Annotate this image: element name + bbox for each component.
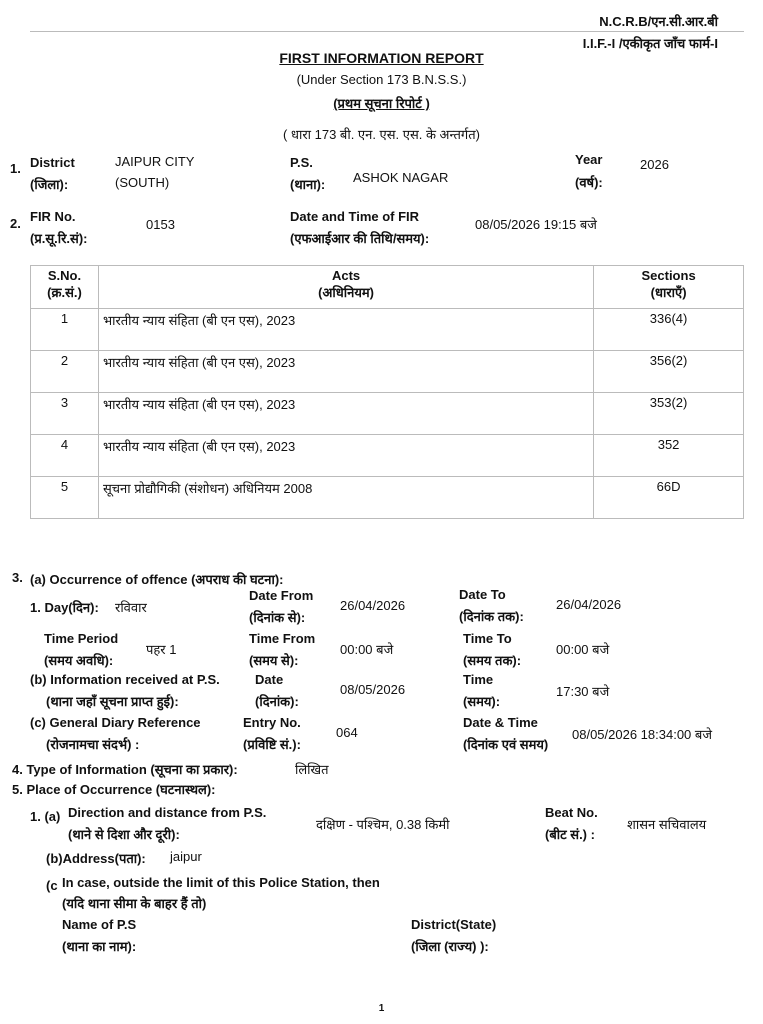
time-to-label-hindi: (समय तक): bbox=[463, 653, 522, 668]
row-sno: 5 bbox=[31, 477, 99, 519]
beat-no-label-hindi: (बीट सं.) : bbox=[545, 827, 595, 842]
time-from-label: Time From bbox=[249, 631, 316, 646]
gd-datetime-value: 08/05/2026 18:34:00 बजे bbox=[572, 727, 712, 742]
direction-distance-label: Direction and distance from P.S. bbox=[68, 805, 267, 820]
report-title-hindi: (प्रथम सूचना रिपोर्ट ) bbox=[333, 96, 430, 111]
ps-name-label-hindi: (थाना का नाम): bbox=[62, 939, 137, 954]
year-label-hindi: (वर्ष): bbox=[575, 175, 603, 190]
date-from-label: Date From bbox=[249, 588, 314, 603]
info-time-value: 17:30 बजे bbox=[556, 684, 610, 699]
gd-reference-label: (c) General Diary Reference bbox=[30, 715, 201, 730]
beat-no-value: शासन सचिवालय bbox=[627, 817, 707, 832]
time-from-label-hindi: (समय से): bbox=[249, 653, 299, 668]
district-label-hindi: (जिला): bbox=[30, 177, 69, 192]
acts-table-header bbox=[31, 266, 744, 309]
iif-label: I.I.F.-I /एकीकृत जाँच फार्म-I bbox=[582, 36, 718, 51]
entry-no-value: 064 bbox=[336, 725, 358, 740]
time-to-label: Time To bbox=[463, 631, 512, 646]
report-title: FIRST INFORMATION REPORT bbox=[279, 50, 484, 66]
section-1-number: 1. bbox=[10, 161, 21, 176]
day-value: रविवार bbox=[115, 600, 147, 615]
district-state-label: District(State) bbox=[411, 917, 497, 932]
gd-datetime-label-hindi: (दिनांक एवं समय) bbox=[463, 737, 549, 752]
ncrb-label: N.C.R.B/एन.सी.आर.बी bbox=[599, 14, 718, 29]
acts-table bbox=[30, 265, 744, 519]
ps-value: ASHOK NAGAR bbox=[353, 170, 449, 185]
info-date-label: Date bbox=[255, 672, 284, 687]
header-divider bbox=[30, 31, 744, 32]
table-row bbox=[31, 393, 744, 435]
table-row bbox=[31, 477, 744, 519]
row-section: 352 bbox=[594, 435, 744, 477]
table-row bbox=[31, 435, 744, 477]
fir-no-label: FIR No. bbox=[30, 209, 76, 224]
year-label: Year bbox=[575, 152, 603, 167]
year-value: 2026 bbox=[640, 157, 669, 172]
row-section: 356(2) bbox=[594, 351, 744, 393]
info-received-label: (b) Information received at P.S. bbox=[30, 672, 220, 687]
date-from-label-hindi: (दिनांक से): bbox=[249, 610, 306, 625]
gd-reference-label-hindi: (रोजनामचा संदर्भ) : bbox=[46, 737, 140, 752]
section-3-number: 3. bbox=[12, 570, 23, 585]
gd-datetime-label: Date & Time bbox=[463, 715, 538, 730]
info-time-label: Time bbox=[463, 672, 494, 687]
row-act: भारतीय न्याय संहिता (बी एन एस), 2023 bbox=[98, 435, 593, 477]
place-a-number: 1. (a) bbox=[30, 809, 61, 824]
time-to-value: 00:00 बजे bbox=[556, 642, 610, 657]
district-value-line2: (SOUTH) bbox=[115, 175, 170, 190]
row-act: सूचना प्रोद्यौगिकी (संशोधन) अधिनियम 2008 bbox=[98, 477, 593, 519]
acts-header: Acts (अधिनियम) bbox=[98, 266, 593, 309]
district-label: District bbox=[30, 155, 75, 170]
fir-datetime-label-hindi: (एफआईआर की तिथि/समय): bbox=[290, 231, 430, 246]
entry-no-label-hindi: (प्रविष्टि सं.): bbox=[243, 737, 301, 752]
ps-name-label: Name of P.S bbox=[62, 917, 137, 932]
row-act: भारतीय न्याय संहिता (बी एन एस), 2023 bbox=[98, 309, 593, 351]
direction-distance-value: दक्षिण - पश्चिम, 0.38 किमी bbox=[316, 817, 450, 832]
fir-datetime-label: Date and Time of FIR bbox=[290, 209, 420, 224]
info-date-value: 08/05/2026 bbox=[340, 682, 406, 697]
time-from-value: 00:00 बजे bbox=[340, 642, 394, 657]
page-number: 1 bbox=[378, 1003, 385, 1014]
address-label: (b)Address(पता): bbox=[46, 851, 146, 866]
section-2-number: 2. bbox=[10, 216, 21, 231]
fir-no-value: 0153 bbox=[146, 217, 175, 232]
ps-label: P.S. bbox=[290, 155, 313, 170]
row-sno: 1 bbox=[31, 309, 99, 351]
row-act: भारतीय न्याय संहिता (बी एन एस), 2023 bbox=[98, 393, 593, 435]
info-type-value: लिखित bbox=[295, 762, 329, 777]
outside-limit-number: (c bbox=[46, 878, 58, 893]
row-sno: 2 bbox=[31, 351, 99, 393]
entry-no-label: Entry No. bbox=[243, 715, 301, 730]
row-section: 353(2) bbox=[594, 393, 744, 435]
date-from-value: 26/04/2026 bbox=[340, 598, 406, 613]
info-time-label-hindi: (समय): bbox=[463, 694, 501, 709]
beat-no-label: Beat No. bbox=[545, 805, 598, 820]
day-label: 1. Day(दिन): bbox=[30, 600, 99, 615]
date-to-label-hindi: (दिनांक तक): bbox=[459, 609, 524, 624]
date-to-label: Date To bbox=[459, 587, 506, 602]
occurrence-heading: (a) Occurrence of offence (अपराध की घटना): bbox=[30, 572, 284, 587]
table-row bbox=[31, 309, 744, 351]
place-of-occurrence-label: 5. Place of Occurrence (घटनास्थल): bbox=[12, 782, 216, 797]
report-under-section-hindi: ( धारा 173 बी. एन. एस. एस. के अन्तर्गत) bbox=[283, 127, 480, 142]
row-section: 66D bbox=[594, 477, 744, 519]
fir-no-label-hindi: (प्र.सू.रि.सं): bbox=[30, 231, 88, 246]
district-value: JAIPUR CITY bbox=[115, 154, 195, 169]
district-state-label-hindi: (जिला (राज्य) ): bbox=[411, 939, 489, 954]
report-under-section: (Under Section 173 B.N.S.S.) bbox=[296, 72, 467, 87]
time-period-label-hindi: (समय अवधि): bbox=[44, 653, 114, 668]
time-period-value: पहर 1 bbox=[146, 642, 177, 657]
fir-datetime-value: 08/05/2026 19:15 बजे bbox=[475, 217, 597, 232]
direction-distance-label-hindi: (थाने से दिशा और दूरी): bbox=[68, 827, 180, 842]
info-received-label-hindi: (थाना जहाँ सूचना प्राप्त हुई): bbox=[46, 694, 179, 709]
sno-header: S.No. (क्र.सं.) bbox=[31, 266, 99, 309]
address-value: jaipur bbox=[170, 849, 202, 864]
table-row bbox=[31, 351, 744, 393]
ps-label-hindi: (थाना): bbox=[290, 177, 326, 192]
outside-limit-label-hindi: (यदि थाना सीमा के बाहर हैं तो) bbox=[62, 896, 207, 911]
info-type-label: 4. Type of Information (सूचना का प्रकार): bbox=[12, 762, 238, 777]
row-section: 336(4) bbox=[594, 309, 744, 351]
sections-header: Sections (धाराएँ) bbox=[594, 266, 744, 309]
outside-limit-label: In case, outside the limit of this Police Station, then bbox=[62, 875, 380, 890]
row-sno: 4 bbox=[31, 435, 99, 477]
time-period-label: Time Period bbox=[44, 631, 119, 646]
row-sno: 3 bbox=[31, 393, 99, 435]
info-date-label-hindi: (दिनांक): bbox=[255, 694, 299, 709]
date-to-value: 26/04/2026 bbox=[556, 597, 622, 612]
row-act: भारतीय न्याय संहिता (बी एन एस), 2023 bbox=[98, 351, 593, 393]
